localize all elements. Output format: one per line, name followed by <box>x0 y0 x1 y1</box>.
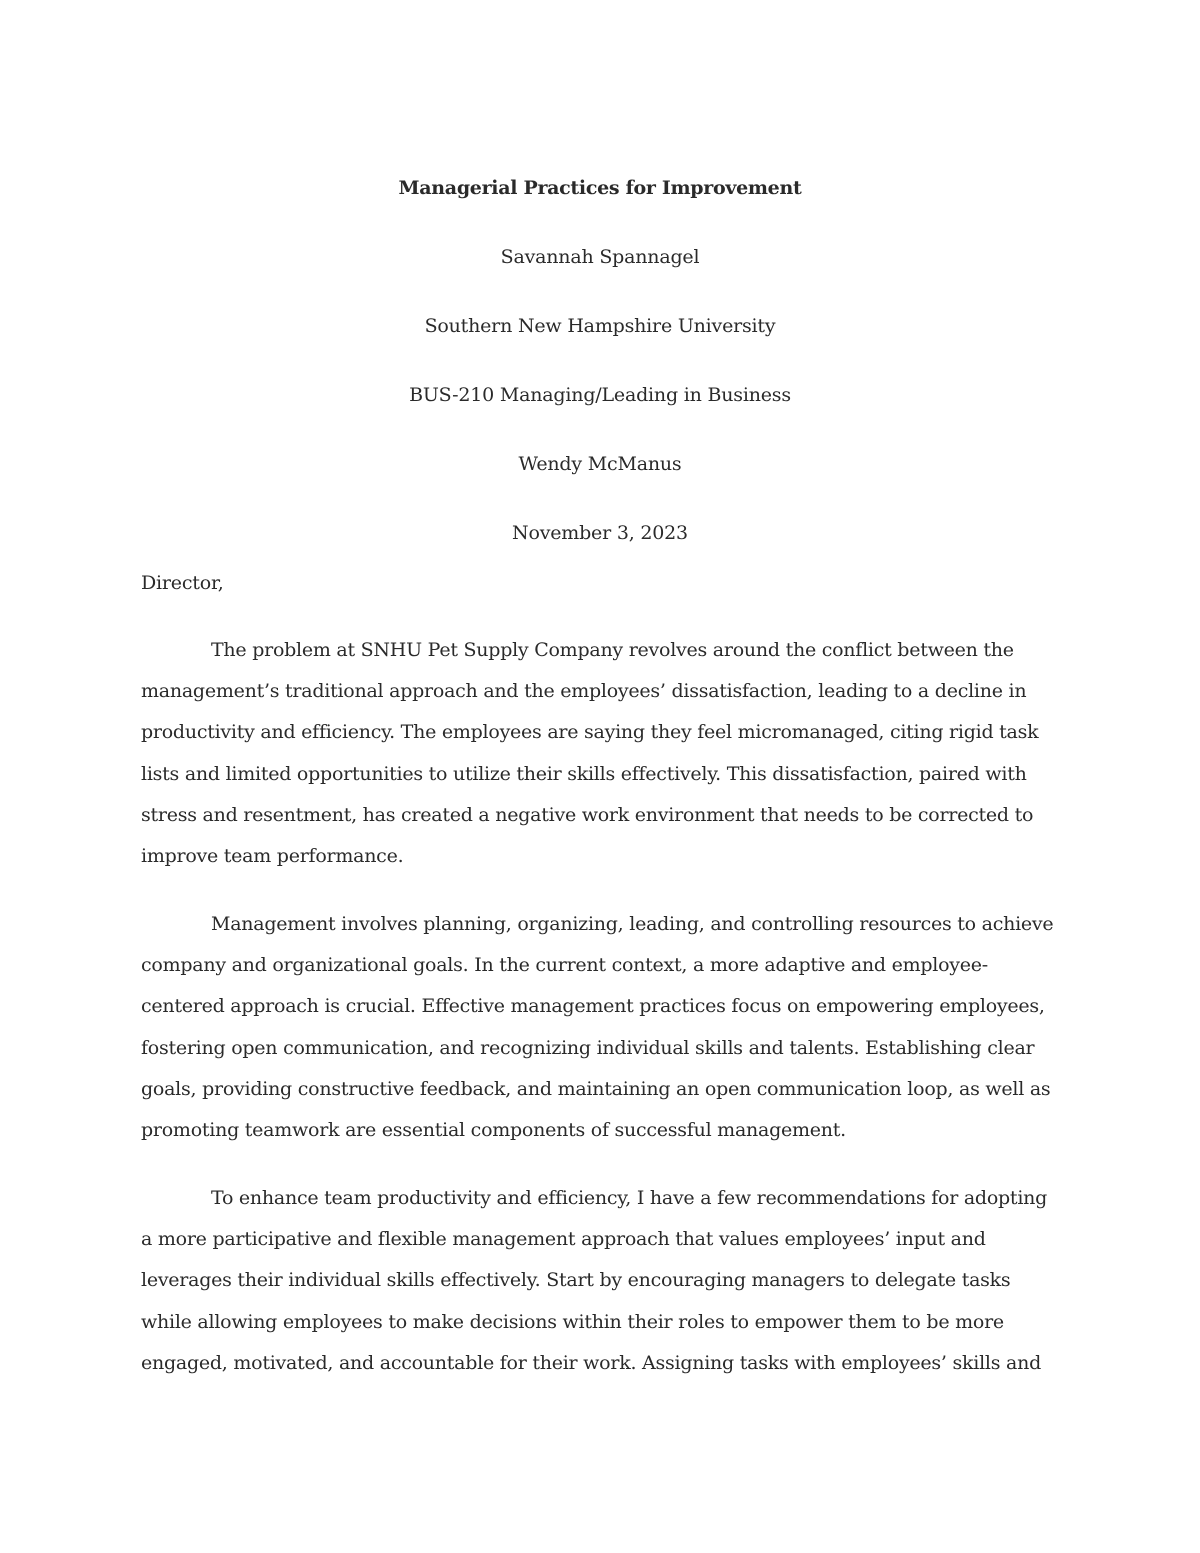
title-page-block <box>0 154 1200 568</box>
paragraph-line: company and organizational goals. In the current context, a more adaptive and employee- <box>141 954 988 977</box>
paragraph-line: lists and limited opportunities to utilize their skills effectively. This dissatisfaction, paired with <box>141 762 1027 785</box>
paragraph-line: engaged, motivated, and accountable for their work. Assigning tasks with employees’ skills and <box>141 1351 1042 1374</box>
course-name: BUS-210 Managing/Leading in Business <box>409 384 791 406</box>
paragraph-line: stress and resentment, has created a negative work environment that needs to be corrected to <box>141 803 1034 826</box>
paragraph-2 <box>141 904 1061 1151</box>
paragraph-line: improve team performance. <box>141 844 404 867</box>
paragraph-line: a more participative and flexible management approach that values employees’ input and <box>141 1228 986 1251</box>
paragraph-line: Management involves planning, organizing, leading, and controlling resources to achieve <box>211 913 1054 935</box>
salutation: Director, <box>141 572 224 594</box>
institution-name: Southern New Hampshire University <box>424 315 776 337</box>
instructor-name: Wendy McManus <box>518 453 682 475</box>
author-name: Savannah Spannagel <box>500 246 700 268</box>
paragraph-3 <box>141 1178 1061 1384</box>
paragraph-line: productivity and efficiency. The employees are saying they feel micromanaged, citing rigid task <box>141 721 1039 744</box>
document-title: Managerial Practices for Improvement <box>398 177 802 199</box>
paragraph-line: fostering open communication, and recognizing individual skills and talents. Establishing clear <box>141 1036 1035 1059</box>
paragraph-line: centered approach is crucial. Effective management practices focus on empowering employees, <box>141 995 1045 1018</box>
paragraph-line: goals, providing constructive feedback, and maintaining an open communication loop, as well as <box>141 1077 1051 1100</box>
paragraph-line: To enhance team productivity and efficiency, I have a few recommendations for adopting <box>211 1187 1048 1209</box>
paragraph-1 <box>141 630 1061 877</box>
paragraph-line: management’s traditional approach and the employees’ dissatisfaction, leading to a decline in <box>141 680 1027 703</box>
paragraph-line: promoting teamwork are essential components of successful management. <box>141 1118 846 1141</box>
paragraph-line: The problem at SNHU Pet Supply Company revolves around the conflict between the <box>211 639 1014 661</box>
document-date: November 3, 2023 <box>512 522 688 544</box>
paragraph-line: leverages their individual skills effectively. Start by encouraging managers to delegate tasks <box>141 1269 1011 1292</box>
paragraph-line: while allowing employees to make decisions within their roles to empower them to be more <box>141 1310 1004 1333</box>
